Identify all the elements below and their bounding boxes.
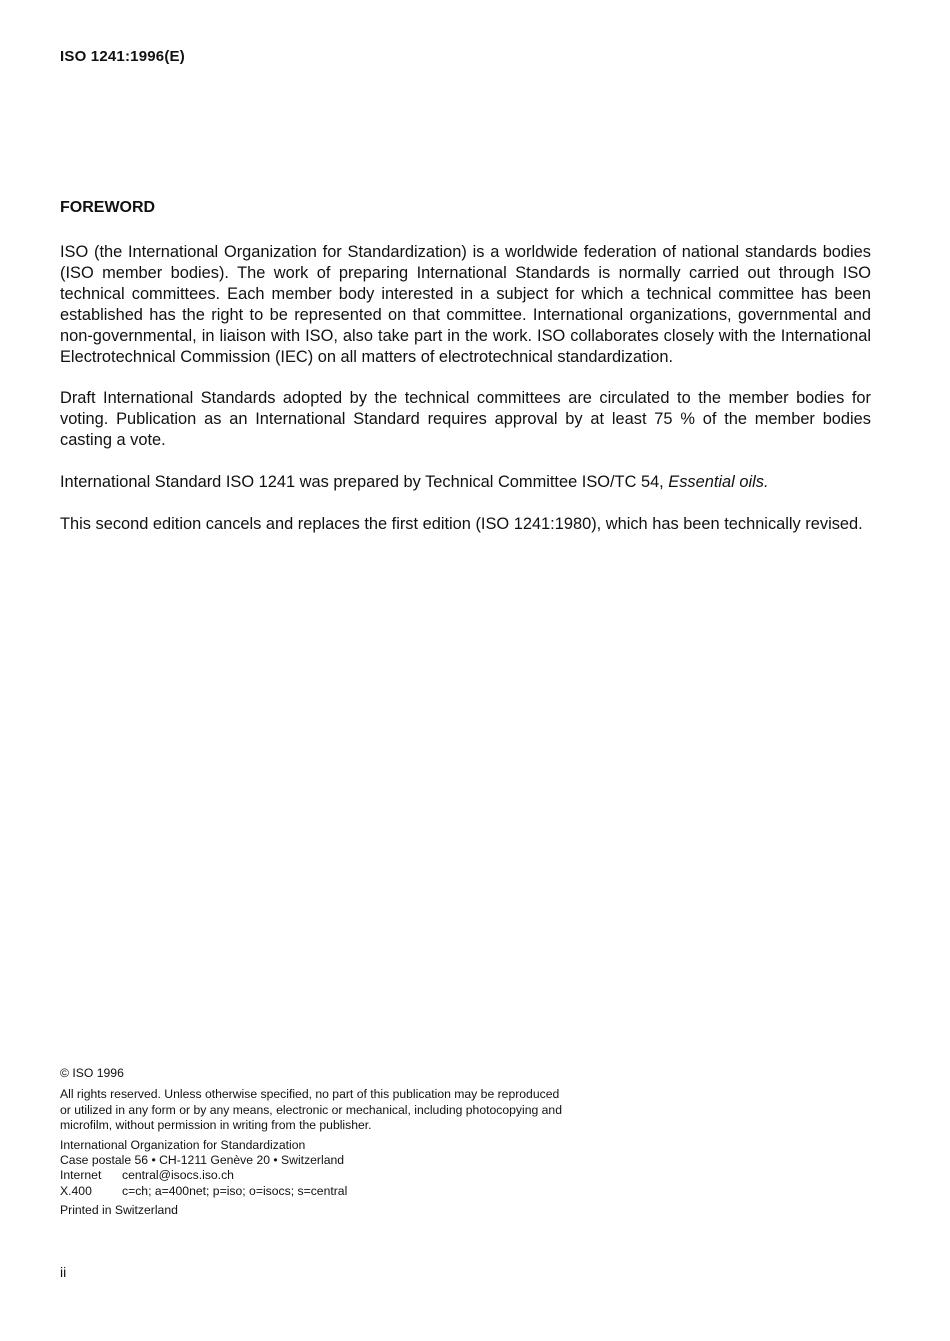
organization-name: International Organization for Standardization xyxy=(60,1137,306,1152)
document-identifier: ISO 1241:1996(E) xyxy=(60,48,185,65)
rights-line-2: or utilized in any form or by any means, electronic or mechanical, including photocopying and xyxy=(60,1102,562,1117)
copyright-notice: © ISO 1996 xyxy=(60,1066,124,1080)
foreword-paragraph-4: This second edition cancels and replaces the first edition (ISO 1241:1980), which has been technically revised. xyxy=(60,515,863,534)
foreword-heading: FOREWORD xyxy=(60,199,156,216)
postal-address: Case postale 56 • CH-1211 Genève 20 • Switzerland xyxy=(60,1153,345,1168)
foreword-body xyxy=(60,242,871,556)
x400-label: X.400 xyxy=(60,1183,92,1198)
x400-contact xyxy=(60,1184,620,1199)
internet-address: central@isocs.iso.ch xyxy=(122,1168,234,1183)
printed-location: Printed in Switzerland xyxy=(60,1203,178,1218)
committee-title: Essential oils. xyxy=(668,473,769,492)
copyright-block xyxy=(60,1066,620,1219)
page-number: ii xyxy=(60,1264,67,1280)
foreword-paragraph-3 xyxy=(60,472,871,493)
foreword-paragraph-3-text: International Standard ISO 1241 was prepared by Technical Committee ISO/TC 54, xyxy=(60,473,669,492)
foreword-paragraph-1: ISO (the International Organization for Standardization) is a worldwide federation of national standards bodies (ISO member bodies). The work of preparing International Standards is normally carried out through ISO technical committees. Each member body interested in a subject for which a technical committee has been established has the right to be represented on that committee. International organizations, governmental and non-governmental, in liaison with ISO, also take part in the work. ISO collaborates closely with the International Electrotechnical Commission (IEC) on all matters of electrotechnical standardization. xyxy=(60,243,871,366)
rights-line-3: microfilm, without permission in writing from the publisher. xyxy=(60,1118,372,1133)
internet-label: Internet xyxy=(60,1168,102,1183)
internet-contact xyxy=(60,1168,620,1183)
foreword-paragraph-2: Draft International Standards adopted by the technical committees are circulated to the member bodies for voting. Publication as an International Standard requires approval by at least 75 % of the member bodies casting a vote. xyxy=(60,389,871,450)
x400-address: c=ch; a=400net; p=iso; o=isocs; s=central xyxy=(122,1183,348,1198)
rights-line-1: All rights reserved. Unless otherwise specified, no part of this publication may be reproduced xyxy=(60,1087,560,1102)
